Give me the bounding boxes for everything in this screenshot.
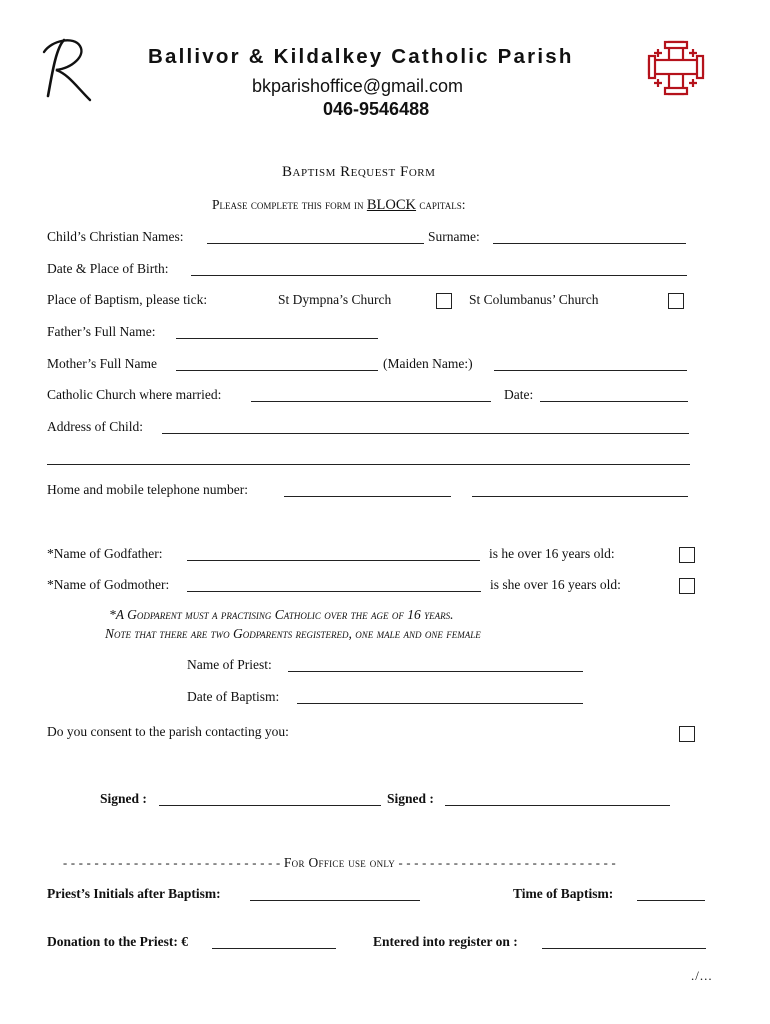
godfather-label: *Name of Godfather: — [47, 546, 163, 561]
office-divider-right: - - - - - - - - - - - - - - - - - - - - - - - - - - - - — [398, 856, 616, 870]
consent-checkbox[interactable] — [679, 726, 695, 742]
columbanus-checkbox[interactable] — [668, 293, 684, 309]
signature-field-1[interactable] — [159, 805, 381, 806]
childs-names-label: Child’s Christian Names: — [47, 229, 184, 244]
father-label: Father’s Full Name: — [47, 324, 156, 339]
maiden-label: (Maiden Name:) — [383, 356, 473, 371]
parish-phone: 046-9546488 — [323, 99, 430, 119]
signed-label-1: Signed : — [100, 791, 147, 806]
parish-name: Ballivor & Kildalkey Catholic Parish — [148, 45, 574, 68]
instruction-prefix: Please complete this form in — [212, 197, 364, 212]
signature-field-2[interactable] — [445, 805, 670, 806]
maiden-field[interactable] — [494, 370, 687, 371]
mobile-phone-field[interactable] — [472, 496, 688, 497]
office-divider — [63, 855, 616, 871]
godmother-age-checkbox[interactable] — [679, 578, 695, 594]
office-divider-left: - - - - - - - - - - - - - - - - - - - - - - - - - - - - — [63, 856, 281, 870]
parish-email: bkparishoffice@gmail.com — [252, 76, 464, 96]
godfather-age-checkbox[interactable] — [679, 547, 695, 563]
register-label: Entered into register on : — [373, 934, 518, 949]
childs-names-field[interactable] — [207, 243, 424, 244]
married-date-label: Date: — [504, 387, 534, 402]
baptism-time-field[interactable] — [637, 900, 705, 901]
initials-field[interactable] — [250, 900, 420, 901]
godmother-age-question: is she over 16 years old: — [490, 577, 621, 592]
priest-name-field[interactable] — [288, 671, 583, 672]
form-title: Baptism Request Form — [282, 164, 436, 180]
married-church-label: Catholic Church where married: — [47, 387, 222, 402]
baptism-date-label: Date of Baptism: — [187, 689, 280, 704]
consent-label: Do you consent to the parish contacting you: — [47, 724, 289, 739]
godmother-field[interactable] — [187, 591, 481, 592]
home-phone-field[interactable] — [284, 496, 451, 497]
mother-field[interactable] — [176, 370, 378, 371]
godfather-field[interactable] — [187, 560, 480, 561]
godmother-label: *Name of Godmother: — [47, 577, 170, 592]
place-of-baptism-label: Place of Baptism, please tick: — [47, 292, 208, 307]
mother-label: Mother’s Full Name — [47, 356, 157, 371]
page-marker: ./... — [691, 968, 713, 983]
signed-label-2: Signed : — [387, 791, 434, 806]
initials-label: Priest’s Initials after Baptism: — [47, 886, 221, 901]
dob-label: Date & Place of Birth: — [47, 261, 169, 276]
jerusalem-cross-icon — [645, 40, 707, 96]
register-field[interactable] — [542, 948, 706, 949]
donation-label: Donation to the Priest: € — [47, 934, 188, 949]
office-heading: For Office use only — [283, 855, 396, 870]
baptism-date-field[interactable] — [297, 703, 583, 704]
instruction-suffix: capitals: — [419, 197, 466, 212]
address-label: Address of Child: — [47, 419, 143, 434]
married-church-field[interactable] — [251, 401, 491, 402]
father-field[interactable] — [176, 338, 378, 339]
surname-field[interactable] — [493, 243, 686, 244]
godfather-age-question: is he over 16 years old: — [489, 546, 615, 561]
surname-label: Surname: — [428, 229, 480, 244]
godparent-note-1: *A Godparent must a practising Catholic over the age of 16 years. — [109, 607, 454, 622]
address-field-2[interactable] — [47, 464, 690, 465]
phone-label: Home and mobile telephone number: — [47, 482, 248, 497]
church-option-columbanus: St Columbanus’ Church — [469, 292, 599, 307]
priest-name-label: Name of Priest: — [187, 657, 272, 672]
baptism-time-label: Time of Baptism: — [513, 886, 614, 901]
married-date-field[interactable] — [540, 401, 688, 402]
donation-field[interactable] — [212, 948, 336, 949]
godparent-note-2: Note that there are two Godparents registered, one male and one female — [105, 626, 481, 641]
script-letter-r-logo — [38, 34, 94, 104]
dympna-checkbox[interactable] — [436, 293, 452, 309]
address-field-1[interactable] — [162, 433, 689, 434]
dob-field[interactable] — [191, 275, 687, 276]
instructions — [212, 197, 465, 214]
church-option-dympna: St Dympna’s Church — [278, 292, 392, 307]
instruction-block-word: BLOCK — [366, 197, 417, 213]
